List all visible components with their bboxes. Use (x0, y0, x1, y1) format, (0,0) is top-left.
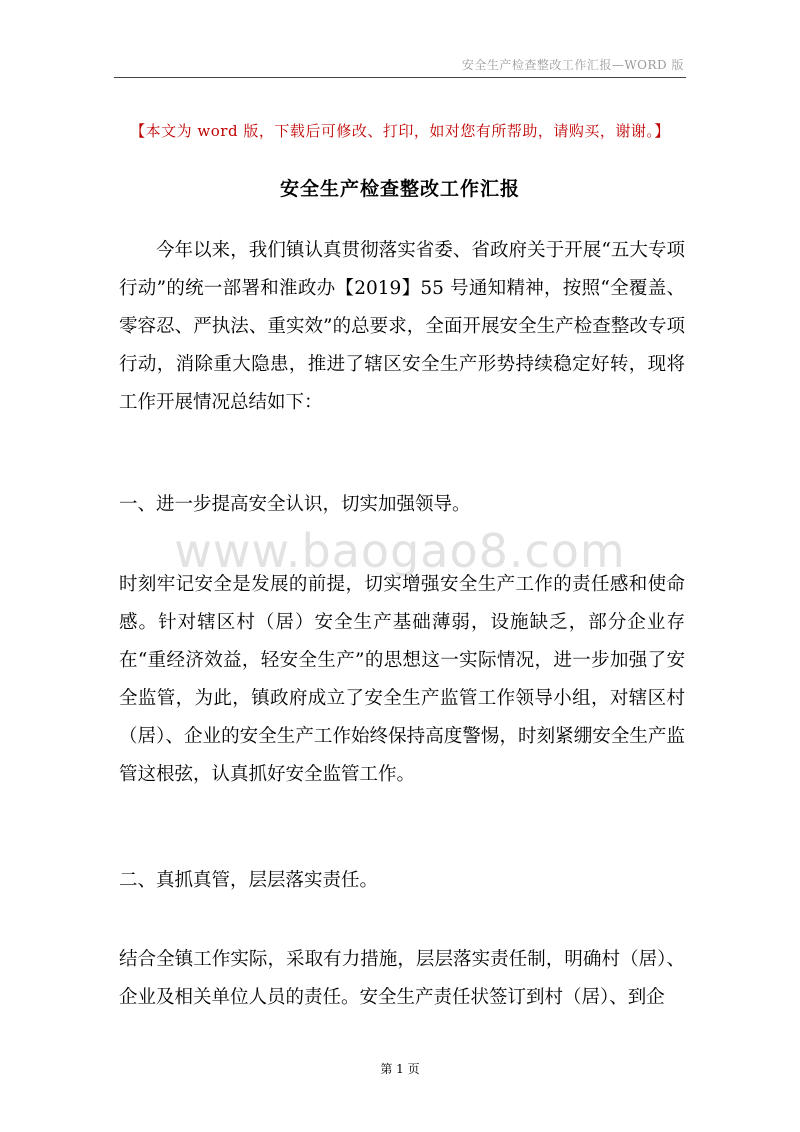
document-title: 安全生产检查整改工作汇报 (279, 178, 520, 200)
header-running-title: 安全生产检查整改工作汇报—WORD 版 (461, 58, 684, 72)
intro-paragraph: 今年以来，我们镇认真贯彻落实省委、省政府关于开展“五大专项行动”的统一部署和淮政办【2019】55 号通知精神，按照“全覆盖、零容忍、严执法、重实效”的总要求，全面开展安全生产检查整改专项行动，消除重大隐患，推进了辖区安全生产形势持续稳定好转，现将工作开展情况总结如下： (119, 240, 685, 413)
section-heading-2: 二、真抓真管，层层落实责任。 (119, 870, 379, 891)
header-rule (114, 77, 686, 78)
section-paragraph-1: 时刻牢记安全是发展的前提，切实增强安全生产工作的责任感和使命感。针对辖区村（居）安全生产基础薄弱，设施缺乏，部分企业存在“重经济效益，轻安全生产”的思想这一实际情况，进一步加强了安全监管，为此，镇政府成立了安全生产监管工作领导小组，对辖区村（居）、企业的安全生产工作始终保持高度警惕，时刻紧绷安全生产监管这根弦，认真抓好安全监管工作。 (119, 574, 685, 785)
download-notice: 【本文为 word 版，下载后可修改、打印，如对您有所帮助，请购买，谢谢。】 (130, 122, 670, 140)
page-number: 第 1 页 (380, 1062, 420, 1076)
section-paragraph-2: 结合全镇工作实际，采取有力措施，层层落实责任制，明确村（居）、企业及相关单位人员的责任。安全生产责任状签订到村（居）、到企 (119, 949, 685, 1008)
section-heading-1: 一、进一步提高安全认识，切实加强领导。 (119, 494, 471, 515)
watermark: www.baogao8.com (174, 524, 626, 578)
